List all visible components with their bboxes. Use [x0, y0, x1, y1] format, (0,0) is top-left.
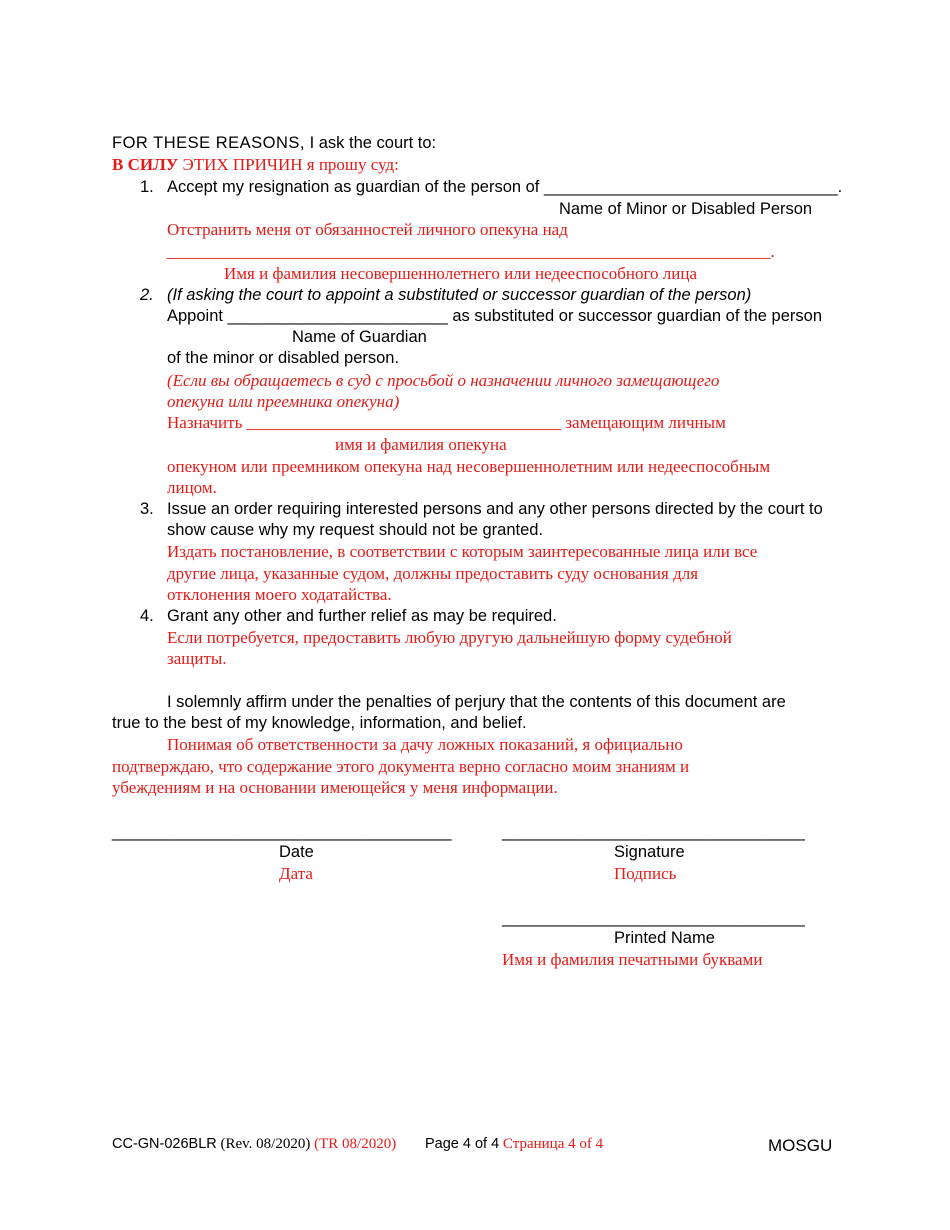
item-3-russian-2: другие лица, указанные судом, должны предоставить суду основания для — [167, 564, 699, 583]
signature-line: _________________________________ — [502, 823, 805, 841]
item-1-russian-blank: _______________________________________________________________________. — [167, 242, 775, 261]
intro-rest: I ask the court to: — [304, 134, 437, 152]
item-2-number: 2. — [140, 286, 154, 304]
affirm-russian-1: Понимая об ответственности за дачу ложных показаний, я официально — [167, 735, 683, 754]
affirm-russian-3: убеждениям и на основании имеющейся у меня информации. — [112, 778, 558, 797]
item-2-tail-english: of the minor or disabled person. — [167, 349, 400, 367]
intro-ru-rest: ЭТИХ ПРИЧИН я прошу суд: — [178, 155, 399, 174]
item-2-tail-russian-2: лицом. — [167, 478, 217, 497]
item-3-english-2: show cause why my request should not be granted. — [167, 521, 544, 539]
intro-russian — [112, 155, 399, 175]
item-1-english: Accept my resignation as guardian of the person of ________________________________. — [167, 178, 843, 196]
item-2-condition-english: (If asking the court to appoint a substituted or successor guardian of the person) — [167, 286, 752, 304]
item-3-russian-1: Издать постановление, в соответствии с которым заинтересованные лица или все — [167, 542, 758, 561]
intro-english — [112, 133, 436, 153]
footer-revision: (Rev. 08/2020) — [216, 1136, 311, 1152]
item-2-label-russian: имя и фамилия опекуна — [335, 435, 507, 454]
item-2-appoint-russian: Назначить _____________________________________ замещающим личным — [167, 413, 726, 432]
intro-ru-bold: В СИЛУ — [112, 155, 179, 174]
footer-page-english: Page 4 of 4 — [425, 1136, 500, 1152]
item-2-condition-russian-2: опекуна или преемника опекуна) — [167, 392, 400, 411]
item-4-number: 4. — [140, 607, 154, 625]
date-label-english: Date — [279, 843, 314, 861]
item-4-english: Grant any other and further relief as may be required. — [167, 607, 557, 625]
item-2-label-english: Name of Guardian — [292, 328, 427, 346]
item-3-number: 3. — [140, 500, 154, 518]
footer-org-code: MOSGU — [768, 1136, 833, 1155]
footer-page-russian: Страница 4 of 4 — [499, 1136, 604, 1152]
item-3-russian-3: отклонения моего ходатайства. — [167, 585, 392, 604]
item-1-number: 1. — [140, 178, 154, 196]
date-line: _____________________________________ — [112, 823, 452, 841]
item-1-russian: Отстранить меня от обязанностей личного опекуна над — [167, 220, 568, 239]
item-2-condition-russian-1: (Если вы обращаетесь в суд с просьбой о назначении личного замещающего — [167, 371, 720, 390]
item-4-russian-2: защиты. — [167, 649, 227, 668]
date-label-russian: Дата — [279, 864, 313, 883]
item-3-english-1: Issue an order requiring interested persons and any other persons directed by the court to — [167, 500, 823, 518]
affirm-english-1: I solemnly affirm under the penalties of perjury that the contents of this document are — [167, 693, 786, 711]
item-4-russian-1: Если потребуется, предоставить любую другую дальнейшую форму судебной — [167, 628, 732, 647]
signature-label-english: Signature — [614, 843, 685, 861]
footer-translation-revision: (TR 08/2020) — [310, 1136, 397, 1152]
printed-name-label-english: Printed Name — [614, 929, 715, 947]
footer-page-info — [425, 1134, 603, 1154]
printed-name-line: _________________________________ — [502, 909, 805, 927]
printed-name-label-russian: Имя и фамилия печатными буквами — [502, 950, 763, 969]
item-1-label-english: Name of Minor or Disabled Person — [559, 200, 813, 218]
intro-caps: FOR THESE REASONS, — [112, 134, 305, 152]
footer-form-info — [112, 1134, 396, 1154]
affirm-english-2: true to the best of my knowledge, information, and belief. — [112, 714, 527, 732]
item-2-tail-russian-1: опекуном или преемником опекуна над несовершеннолетним или недееспособным — [167, 457, 771, 476]
signature-label-russian: Подпись — [614, 864, 677, 883]
footer-form-id: CC-GN-026BLR — [112, 1136, 217, 1152]
item-2-appoint-english: Appoint ________________________ as substituted or successor guardian of the person — [167, 307, 822, 325]
affirm-russian-2: подтверждаю, что содержание этого документа верно согласно моим знаниям и — [112, 757, 690, 776]
item-1-label-russian: Имя и фамилия несовершеннолетнего или недееспособного лица — [224, 264, 698, 283]
